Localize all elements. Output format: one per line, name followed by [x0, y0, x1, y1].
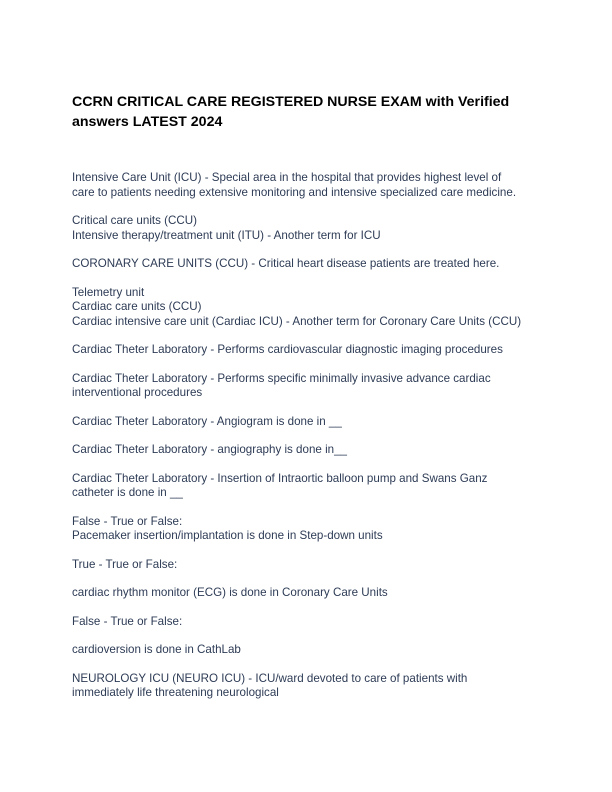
paragraph [72, 415, 552, 430]
paragraph-line: Cardiac intensive care unit (Cardiac ICU) - Another term for Coronary Care Units (CCU) [72, 314, 522, 328]
paragraph-line: Cardiac Theter Laboratory - Performs specific minimally invasive advance cardiac [72, 371, 491, 385]
paragraph-line: CORONARY CARE UNITS (CCU) - Critical heart disease patients are treated here. [72, 257, 500, 270]
paragraph-line: NEUROLOGY ICU (NEURO ICU) - ICU/ward devoted to care of patients with [72, 671, 468, 685]
paragraph-line: Cardiac care units (CCU) [72, 300, 202, 313]
document-body [72, 171, 552, 715]
paragraph [72, 286, 552, 330]
paragraph-line: Intensive Care Unit (ICU) - Special area in the hospital that provides highest level of [72, 171, 502, 184]
paragraph-line: Critical care units (CCU) [72, 214, 197, 227]
paragraph [72, 171, 552, 200]
paragraph [72, 343, 552, 358]
paragraph-line: Pacemaker insertion/implantation is done in Step-down units [72, 529, 383, 542]
paragraph-line: immediately life threatening neurological [72, 686, 279, 699]
paragraph-line: Cardiac Theter Laboratory - Performs cardiovascular diagnostic imaging procedures [72, 343, 503, 356]
document-title: CCRN CRITICAL CARE REGISTERED NURSE EXAM with Verified answers LATEST 2024 [72, 94, 510, 130]
paragraph [72, 615, 552, 630]
paragraph [72, 586, 552, 601]
paragraph-line: catheter is done in __ [72, 486, 183, 499]
paragraph [72, 472, 552, 501]
paragraph [72, 214, 552, 243]
paragraph-line: Cardiac Theter Laboratory - angiography is done in__ [72, 443, 347, 456]
paragraph [72, 372, 552, 401]
paragraph-line: cardiac rhythm monitor (ECG) is done in Coronary Care Units [72, 586, 388, 599]
paragraph-line: Telemetry unit [72, 285, 145, 299]
paragraph-line: Cardiac Theter Laboratory - Angiogram is done in __ [72, 414, 342, 428]
paragraph [72, 558, 552, 573]
paragraph-line: True - True or False: [72, 557, 178, 571]
paragraph-line: interventional procedures [72, 386, 203, 399]
paragraph [72, 672, 552, 701]
paragraph-line: False - True or False: [72, 614, 183, 628]
paragraph-line: care to patients needing extensive monitoring and intensive specialized care medicine. [72, 185, 517, 199]
paragraph-line: cardioversion is done in CathLab [72, 643, 241, 656]
paragraph [72, 443, 552, 458]
paragraph-line: Intensive therapy/treatment unit (ITU) - Another term for ICU [72, 228, 381, 242]
paragraph [72, 515, 552, 544]
paragraph-line: Cardiac Theter Laboratory - Insertion of Intraortic balloon pump and Swans Ganz [72, 471, 488, 485]
paragraph-line: False - True or False: [72, 514, 183, 528]
paragraph [72, 257, 552, 272]
paragraph [72, 643, 552, 658]
